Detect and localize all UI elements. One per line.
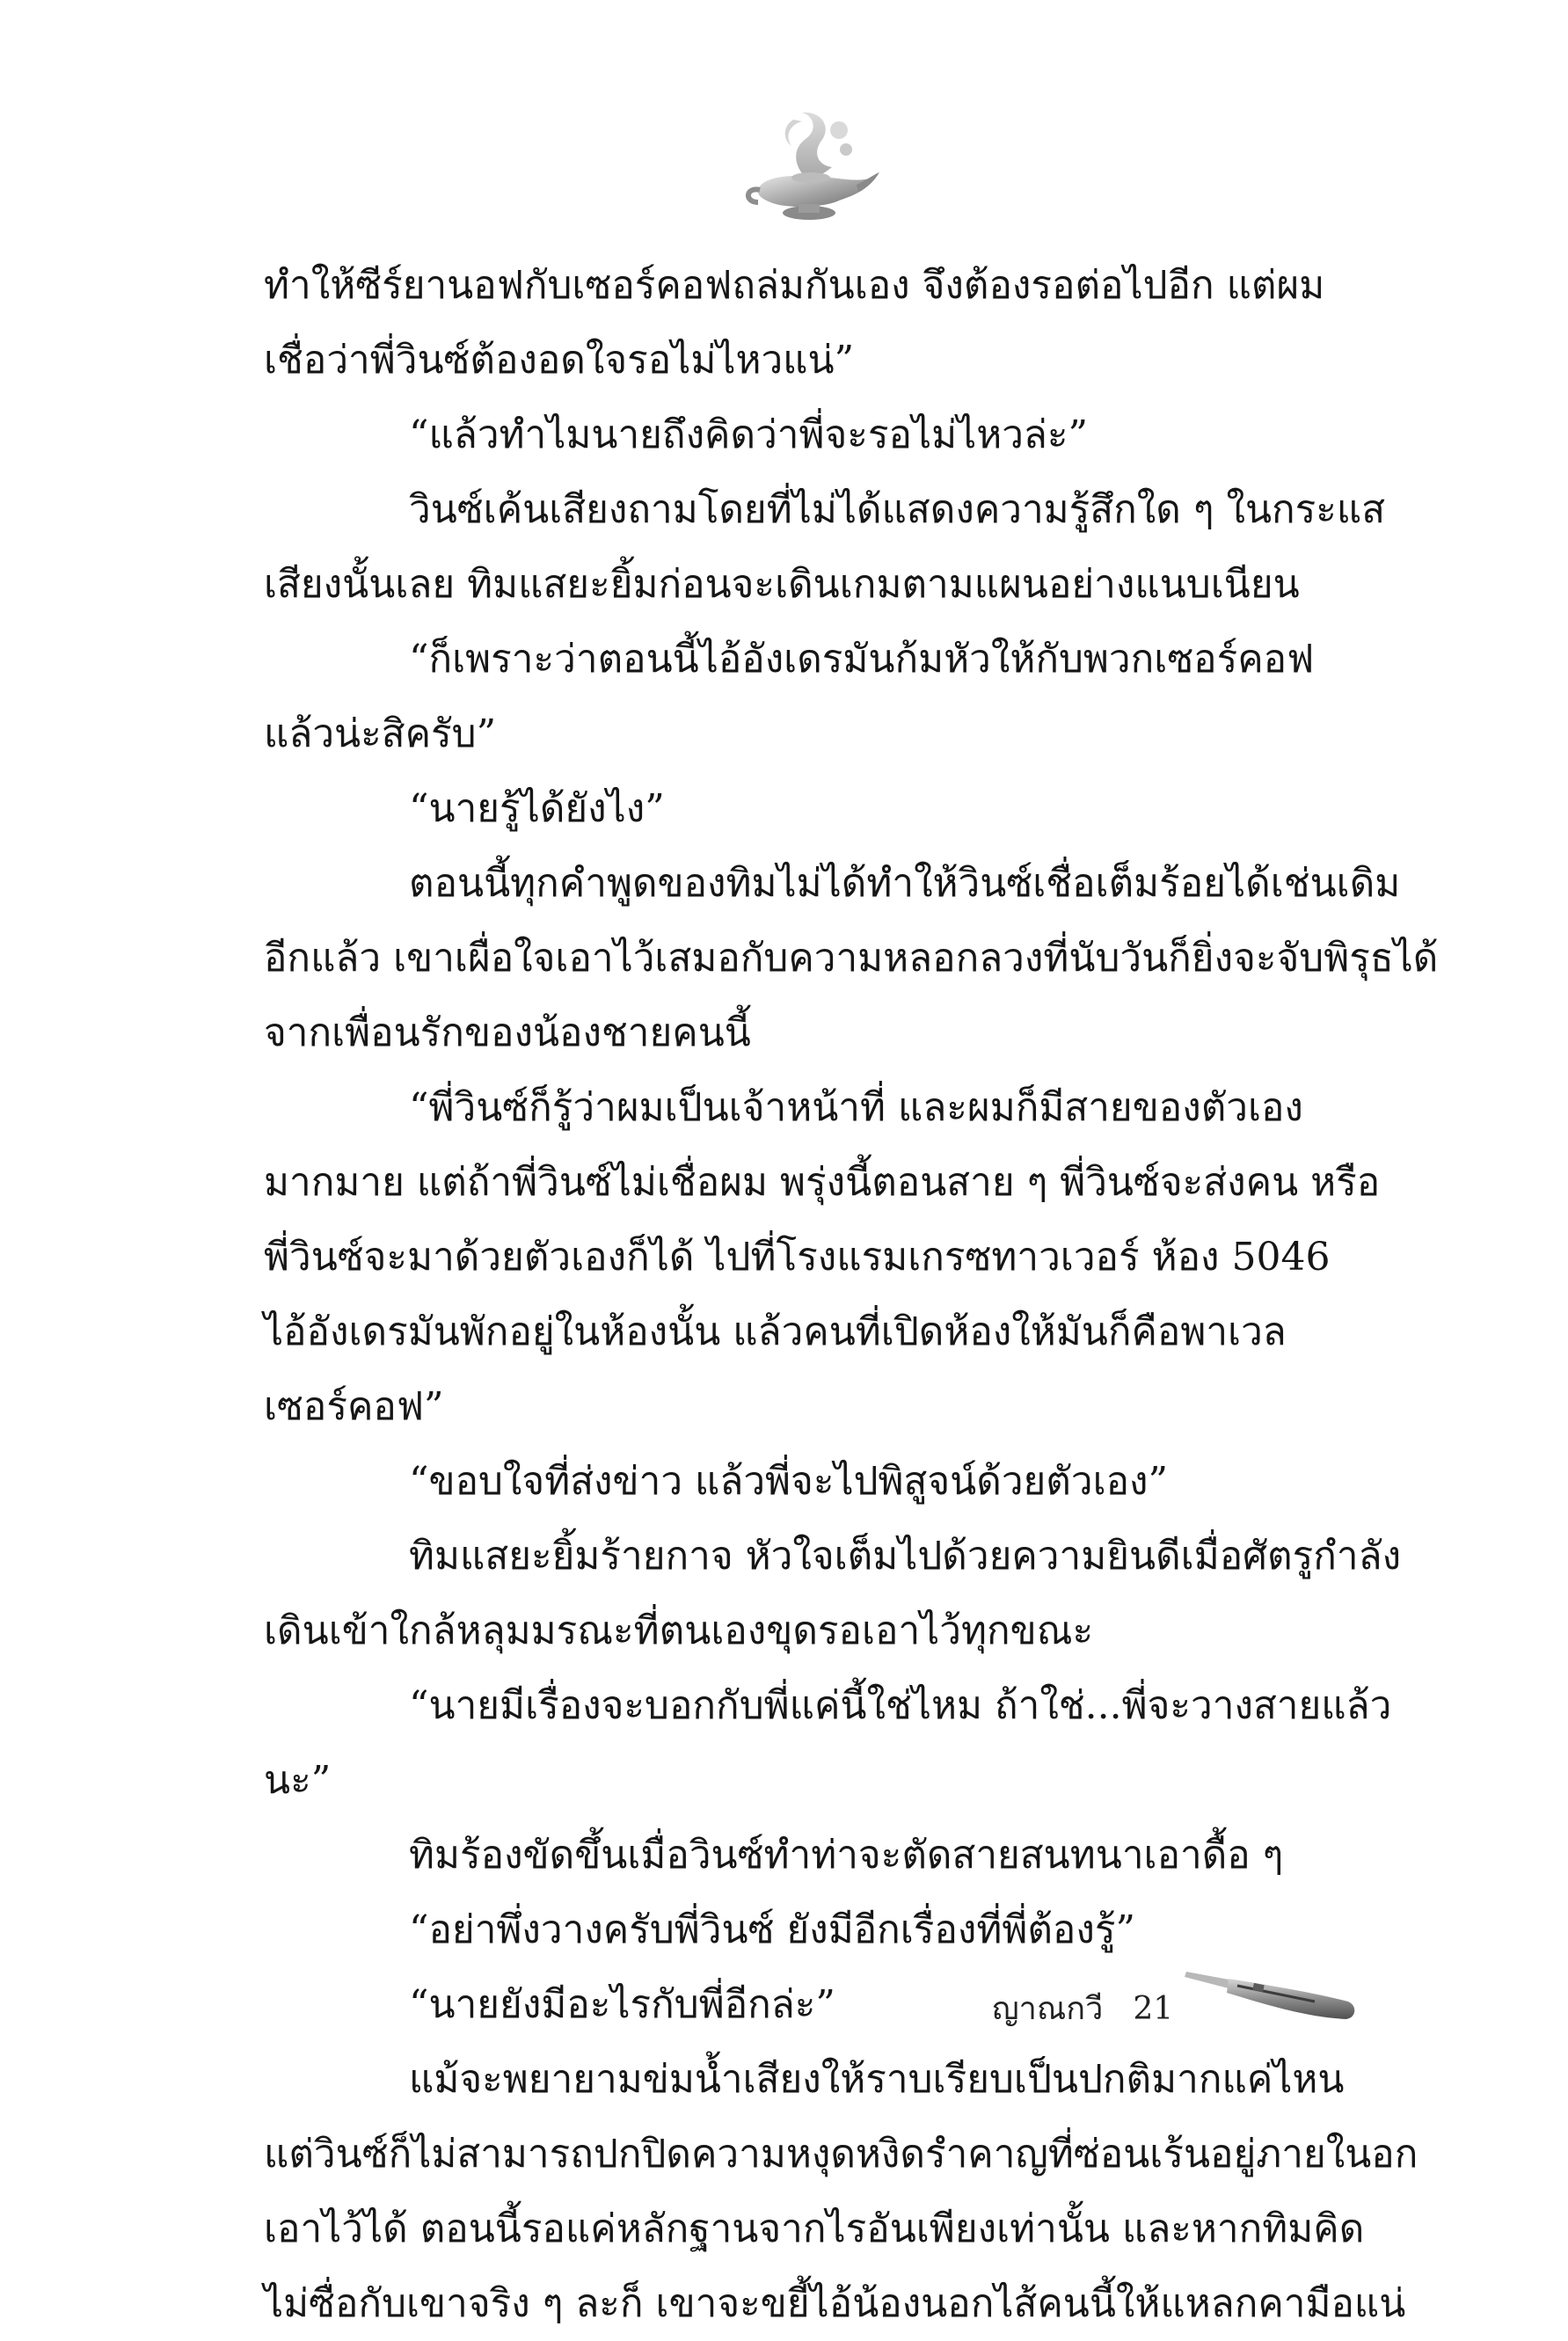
box-cutter-icon <box>1183 1963 1359 2026</box>
text-line: แต่วินซ์ก็ไม่สามารถปกปิดความหงุดหงิดรำคาญที่ซ่อนเร้นอยู่ภายในอก <box>264 2132 1418 2177</box>
text-line: “นายยังมีอะไรกับพี่อีกล่ะ” <box>409 1982 835 2027</box>
text-line: เชื่อว่าพี่วินซ์ต้องอดใจรอไม่ไหวแน่” <box>264 338 855 383</box>
text-line: “อย่าพึ่งวางครับพี่วินซ์ ยังมีอีกเรื่องที่พี่ต้องรู้” <box>409 1907 1135 1952</box>
text-line: นะ” <box>264 1758 332 1803</box>
text-line: เซอร์คอฟ” <box>264 1384 444 1429</box>
text-line: “พี่วินซ์ก็รู้ว่าผมเป็นเจ้าหน้าที่ และผมก็มีสายของตัวเอง <box>409 1085 1303 1130</box>
text-line: แล้วน่ะสิครับ” <box>264 711 497 756</box>
text-line: แม้จะพยายามข่มน้ำเสียงให้ราบเรียบเป็นปกติมากแค่ไหน <box>409 2057 1345 2102</box>
text-line: ไอ้อังเดรมันพักอยู่ในห้องนั้น แล้วคนที่เปิดห้องให้มันก็คือพาเวล <box>264 1309 1287 1354</box>
text-line: “ก็เพราะว่าตอนนี้ไอ้อังเดรมันก้มหัวให้กับพวกเซอร์คอฟ <box>409 637 1315 682</box>
text-line: “นายรู้ได้ยังไง” <box>409 786 665 831</box>
text-line: จากเพื่อนรักของน้องชายคนนี้ <box>264 1010 751 1055</box>
text-line: ทำให้ซีร์ยานอฟกับเซอร์คอฟถล่มกันเอง จึงต้องรอต่อไปอีก แต่ผม <box>264 263 1325 308</box>
page-footer <box>992 1983 1173 2036</box>
text-line: ไม่ซื่อกับเขาจริง ๆ ละก็ เขาจะขยี้ไอ้น้องนอกไส้คนนี้ให้แหลกคามือแน่ <box>264 2281 1406 2326</box>
genie-lamp-icon <box>740 104 881 236</box>
text-line: “แล้วทำไมนายถึงคิดว่าพี่จะรอไม่ไหวล่ะ” <box>409 412 1089 457</box>
page-number: 21 <box>1133 1991 1174 2027</box>
text-line: ทิมร้องขัดขึ้นเมื่อวินซ์ทำท่าจะตัดสายสนทนาเอาดื้อ ๆ <box>409 1833 1284 1878</box>
text-line: ตอนนี้ทุกคำพูดของทิมไม่ได้ทำให้วินซ์เชื่อเต็มร้อยได้เช่นเดิม <box>409 861 1401 906</box>
body-text <box>264 248 1439 2341</box>
text-line: เดินเข้าใกล้หลุมมรณะที่ตนเองขุดรอเอาไว้ทุกขณะ <box>264 1608 1094 1653</box>
text-line: “ขอบใจที่ส่งข่าว แล้วพี่จะไปพิสูจน์ด้วยตัวเอง” <box>409 1459 1169 1504</box>
text-line: เสียงนั้นเลย ทิมแสยะยิ้มก่อนจะเดินเกมตามแผนอย่างแนบเนียน <box>264 562 1300 607</box>
text-line: “นายมีเรื่องจะบอกกับพี่แค่นี้ใช่ไหม ถ้าใช่...พี่จะวางสายแล้ว <box>409 1683 1392 1728</box>
text-line: วินซ์เค้นเสียงถามโดยที่ไม่ได้แสดงความรู้สึกใด ๆ ในกระแส <box>409 487 1386 532</box>
text-line: พี่วินซ์จะมาด้วยตัวเองก็ได้ ไปที่โรงแรมเกรซทาวเวอร์ ห้อง 5046 <box>264 1235 1331 1280</box>
text-line: เอาไว้ได้ ตอนนี้รอแค่หลักฐานจากไรอันเพียงเท่านั้น และหากทิมคิด <box>264 2206 1365 2251</box>
author-name: ญาณกวี <box>992 1991 1104 2027</box>
text-line: มากมาย แต่ถ้าพี่วินซ์ไม่เชื่อผม พรุ่งนี้ตอนสาย ๆ พี่วินซ์จะส่งคน หรือ <box>264 1160 1381 1205</box>
text-line: อีกแล้ว เขาเผื่อใจเอาไว้เสมอกับความหลอกลวงที่นับวันก็ยิ่งจะจับพิรุธได้ <box>264 936 1439 981</box>
text-line: ทิมแสยะยิ้มร้ายกาจ หัวใจเต็มไปด้วยความยินดีเมื่อศัตรูกำลัง <box>409 1534 1402 1579</box>
